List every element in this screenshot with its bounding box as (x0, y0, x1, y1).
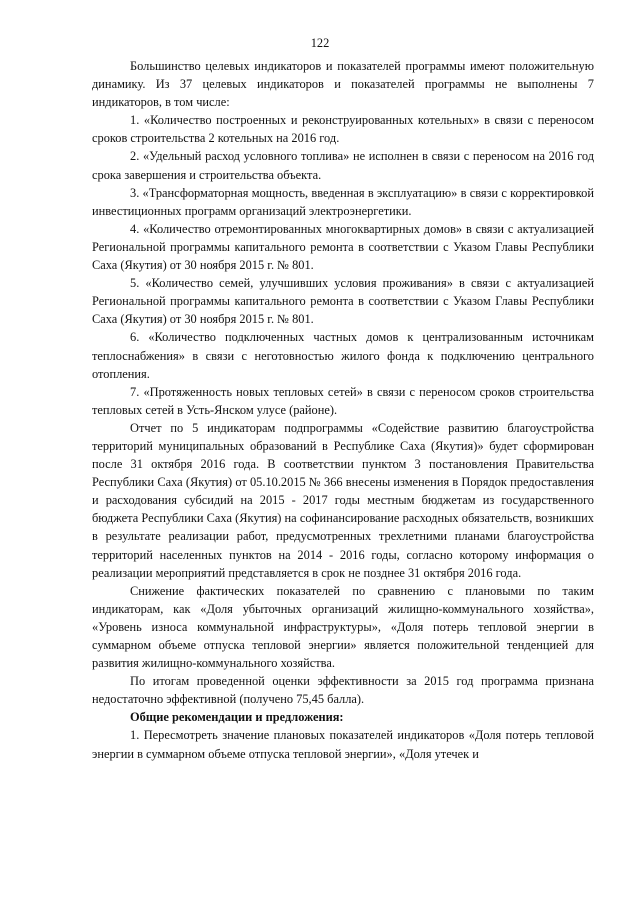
paragraph-summary: Большинство целевых индикаторов и показателей программы имеют положительную динамику. Из 37 целевых индикаторов и показателей программы не выполнены 7 индикаторов, в том числе: (92, 59, 594, 110)
paragraph-decrease: Снижение фактических показателей по сравнению с плановыми по таким индикаторам, как «Доля убыточных организаций жилищно-коммунального хозяйства», «Уровень износа коммунальной инфраструктуры», «Доля потерь тепловой энергии в суммарном объеме отпуска тепловой энергии» является положительной тенденцией для развития жилищно-коммунального хозяйства. (92, 583, 594, 671)
indicator-item-1: 1. «Количество построенных и реконструированных котельных» в связи с переносом сроков строительства 2 котельных на 2016 год. (92, 113, 594, 146)
paragraph-evaluation: По итогам проведенной оценки эффективности за 2015 год программа признана недостаточно эффективной (получено 75,45 балла). (92, 674, 594, 707)
recommendations-heading: Общие рекомендации и предложения: (130, 710, 344, 725)
indicator-item-6: 6. «Количество подключенных частных домов к централизованным источникам теплоснабжения» в связи с неготовностью жилого фонда к подключению центрального отопления. (92, 330, 594, 381)
document-body (92, 57, 594, 763)
indicator-item-5: 5. «Количество семей, улучшивших условия проживания» в связи с актуализацией Региональной программы капитального ремонта в соответствии с Указом Главы Республики Саха (Якутия) от 30 ноября 2015 г. № 801. (92, 276, 594, 327)
paragraph-report: Отчет по 5 индикаторам подпрограммы «Содействие развитию благоустройства территорий муниципальных образований в Республике Саха (Якутия)» будет сформирован после 31 октября 2016 года. В соответствии пунктом 3 постановления Правительства Республики Саха (Якутия) от 05.10.2015 № 366 внесены изменения в Порядок предоставления и расходования субсидий на 2015 - 2017 годы местным бюджетам из государственного бюджета Республики Саха (Якутия) на софинансирование расходных обязательств, возникших в результате реализации работ, предусмотренных трехлетними планами благоустройства территорий населенных пунктов на 2014 - 2016 годы, согласно которому информация о реализации мероприятий представляется в срок не позднее 31 октября 2016 года. (92, 420, 594, 580)
indicator-item-4: 4. «Количество отремонтированных многоквартирных домов» в связи с актуализацией Региональной программы капитального ремонта в соответствии с Указом Главы Республики Саха (Якутия) от 30 ноября 2015 г. № 801. (92, 221, 594, 273)
indicator-item-7: 7. «Протяженность новых тепловых сетей» в связи с переносом сроков строительства тепловых сетей в Усть-Янском улусе (районе). (92, 384, 594, 417)
page-number: 122 (310, 36, 330, 50)
indicator-item-3: 3. «Трансформаторная мощность, введенная в эксплуатацию» в связи с корректировкой инвестиционных программ организаций электроэнергетики. (92, 185, 594, 218)
recommendation-item-1: 1. Пересмотреть значение плановых показателей индикаторов «Доля потерь тепловой энергии в суммарном объеме отпуска тепловой энергии», «Доля утечек и (92, 728, 594, 761)
indicator-item-2: 2. «Удельный расход условного топлива» не исполнен в связи с переносом на 2016 год срока завершения и строительства объекта. (92, 149, 594, 182)
